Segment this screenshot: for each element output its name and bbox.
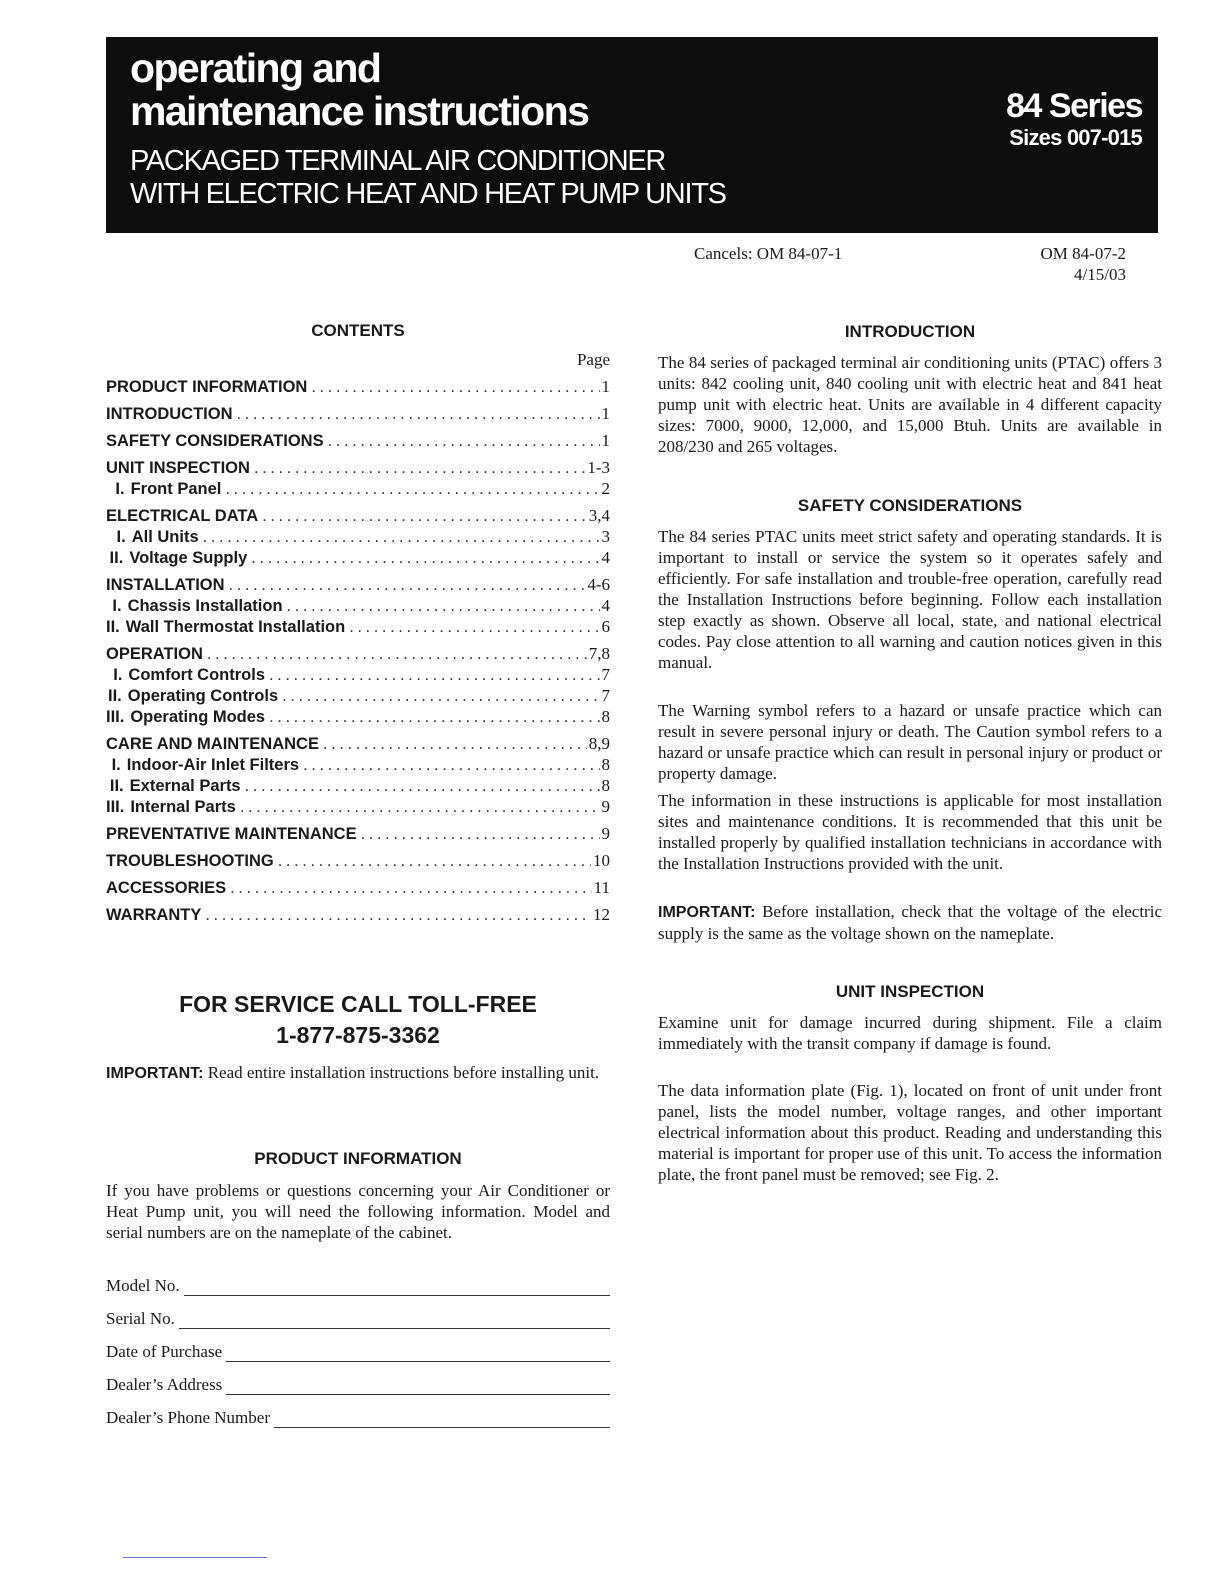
document-date: 4/15/03: [1074, 265, 1126, 284]
toc-row: [106, 574, 610, 595]
toc-entry-label: All Units: [131, 528, 199, 546]
toc-page-number: 1: [601, 431, 610, 450]
toc-row: [106, 664, 610, 685]
safety-important-note: [658, 901, 1162, 944]
important-text: Before installation, check that the voltage of the electric supply is the same as the voltage shown on the nameplate.: [658, 902, 1162, 943]
toc-entry-label: ELECTRICAL DATA: [106, 507, 259, 525]
serial-number-field: [106, 1307, 610, 1329]
toc-dot-leader: [262, 506, 587, 526]
introduction-text: The 84 series of packaged terminal air conditioning units (PTAC) offers 3 units: 842 cooling unit, 840 cooling unit with electric heat and 841 heat pump unit with electric heat. Units are available in 4 different capacity sizes: 7000, 9000, 12,000, and 15,000 Btuh. Units are available in 208/230 and 265 voltages.: [658, 353, 1162, 456]
toc-roman-numeral: I.: [111, 756, 121, 774]
field-label: Dealer’s Phone Number: [106, 1408, 270, 1427]
date-of-purchase-field: [106, 1340, 610, 1362]
toc-dot-leader: [328, 431, 600, 451]
toc-page-number: 1: [601, 404, 610, 423]
toc-page-number: 9: [601, 797, 610, 816]
field-label: Date of Purchase: [106, 1342, 223, 1361]
toc-entry-label: Operating Controls: [127, 687, 279, 705]
toc-roman-numeral: II.: [109, 777, 124, 795]
important-install-note: [106, 1062, 610, 1084]
toc-page-number: 6: [601, 617, 610, 636]
toc-dot-leader: [245, 776, 600, 796]
title-line-2: maintenance instructions: [130, 88, 589, 134]
toc-entry-label: INSTALLATION: [106, 576, 225, 594]
toc-roman-numeral: I.: [115, 480, 125, 498]
dealer-address-field: [106, 1373, 610, 1395]
toc-row: [106, 823, 610, 844]
field-label: Dealer’s Address: [106, 1375, 223, 1394]
toc-entry-label: INTRODUCTION: [106, 405, 233, 423]
toc-entry-label: External Parts: [129, 777, 241, 795]
toc-dot-leader: [287, 596, 600, 616]
toc-dot-leader: [278, 851, 591, 871]
introduction-heading: INTRODUCTION: [844, 322, 976, 341]
table-of-contents: [106, 376, 610, 925]
toc-entry-label: UNIT INSPECTION: [106, 459, 250, 477]
toc-page-number: 1: [601, 377, 610, 396]
toc-roman-numeral: I.: [113, 666, 123, 684]
toc-dot-leader: [205, 905, 591, 925]
important-label: IMPORTANT:: [658, 904, 756, 921]
blank-line: [179, 1311, 610, 1329]
toc-row: [106, 616, 610, 637]
toc-page-number: 7: [601, 686, 610, 705]
toc-page-number: 8: [601, 776, 610, 795]
toc-page-number: 9: [601, 824, 610, 843]
blank-line: [184, 1278, 610, 1296]
header-banner: [106, 37, 1158, 233]
toc-row: [106, 403, 610, 424]
toc-dot-leader: [269, 707, 599, 727]
unit-inspection-heading: UNIT INSPECTION: [835, 982, 985, 1001]
toc-dot-leader: [251, 548, 599, 568]
sizes-label: Sizes 007-015: [1009, 125, 1142, 150]
toc-page-number: 7: [601, 665, 610, 684]
blank-line: [274, 1410, 610, 1428]
toc-page-number: 8: [601, 707, 610, 726]
toc-entry-label: OPERATION: [106, 645, 203, 663]
subtitle-line-2: WITH ELECTRIC HEAT AND HEAT PUMP UNITS: [130, 178, 726, 210]
toc-row: [106, 904, 610, 925]
toc-dot-leader: [282, 686, 599, 706]
toc-roman-numeral: II.: [106, 618, 120, 636]
toc-page-number: 8,9: [588, 734, 610, 753]
toc-row: [106, 850, 610, 871]
toc-page-number: 11: [593, 878, 610, 897]
toc-row: [106, 775, 610, 796]
toc-row: [106, 685, 610, 706]
service-call-heading: FOR SERVICE CALL TOLL-FREE: [179, 991, 537, 1017]
toc-page-number: 4-6: [587, 575, 610, 594]
toc-dot-leader: [240, 797, 600, 817]
toc-entry-label: Voltage Supply: [129, 549, 248, 567]
toc-row: [106, 754, 610, 775]
unit-inspection-paragraph-1: Examine unit for damage incurred during shipment. File a claim immediately with the transit company if damage is found.: [658, 1013, 1162, 1053]
blank-line: [226, 1377, 610, 1395]
toc-entry-label: TROUBLESHOOTING: [106, 852, 274, 870]
safety-paragraph-3: The information in these instructions is applicable for most installation sites and maintenance conditions. It is recommended that this unit be installed properly by qualified installation technicians in accordance with the Installation Instructions provided with the unit.: [658, 791, 1162, 873]
field-label: Model No.: [106, 1276, 180, 1295]
safety-heading: SAFETY CONSIDERATIONS: [797, 496, 1023, 515]
toc-dot-leader: [254, 458, 585, 478]
toc-page-number: 12: [593, 905, 610, 924]
toc-dot-leader: [230, 878, 592, 898]
toc-row: [106, 733, 610, 754]
toc-row: [106, 547, 610, 568]
toc-entry-label: PREVENTATIVE MAINTENANCE: [106, 825, 357, 843]
toc-entry-label: WARRANTY: [106, 906, 202, 924]
toc-entry-label: Front Panel: [130, 480, 222, 498]
toc-dot-leader: [323, 734, 587, 754]
footer-rule: [123, 1557, 267, 1558]
toc-dot-leader: [237, 404, 600, 424]
dealer-phone-field: [106, 1406, 610, 1428]
toc-entry-label: Wall Thermostat Installation: [125, 618, 346, 636]
toc-dot-leader: [303, 755, 599, 775]
toc-roman-numeral: II.: [108, 687, 122, 705]
toc-page-number: 4: [601, 596, 610, 615]
safety-paragraph-2: The Warning symbol refers to a hazard or unsafe practice which can result in severe personal injury or death. The Caution symbol refers to a hazard or unsafe practice which can result in personal injury or product or property damage.: [658, 701, 1162, 783]
toc-dot-leader: [269, 665, 600, 685]
series-label: 84 Series: [1006, 87, 1142, 125]
toc-row: [106, 430, 610, 451]
toc-page-number: 7,8: [588, 644, 610, 663]
toc-dot-leader: [229, 575, 586, 595]
document-number: OM 84-07-2: [1040, 244, 1126, 263]
toc-entry-label: ACCESSORIES: [106, 879, 227, 897]
toc-page-number: 8: [601, 755, 610, 774]
toc-entry-label: CARE AND MAINTENANCE: [106, 735, 319, 753]
toc-row: [106, 526, 610, 547]
unit-inspection-paragraph-2: The data information plate (Fig. 1), located on front of unit under front panel, lists the model number, voltage ranges, and other important electrical information about this product. Reading and understanding this material is important for proper use of this unit. To access the information plate, the front panel must be removed; see Fig. 2.: [658, 1081, 1162, 1184]
toc-entry-label: Indoor-Air Inlet Filters: [126, 756, 300, 774]
toc-row: [106, 796, 610, 817]
toc-row: [106, 706, 610, 727]
toc-row: [106, 478, 610, 499]
toc-page-number: 3: [601, 527, 610, 546]
model-number-field: [106, 1274, 610, 1296]
page-column-label: Page: [576, 350, 610, 369]
important-label: IMPORTANT:: [106, 1065, 204, 1082]
toc-roman-numeral: I.: [116, 528, 126, 546]
product-information-heading: PRODUCT INFORMATION: [254, 1149, 462, 1168]
toc-roman-numeral: III.: [106, 798, 125, 816]
toc-entry-label: Operating Modes: [130, 708, 266, 726]
toc-row: [106, 376, 610, 397]
toc-dot-leader: [361, 824, 600, 844]
toc-page-number: 2: [601, 479, 610, 498]
toc-page-number: 3,4: [588, 506, 610, 525]
product-information-text: If you have problems or questions concerning your Air Conditioner or Heat Pump unit, you will need the following information. Model and serial numbers are on the nameplate of the cabinet.: [106, 1181, 610, 1242]
toc-roman-numeral: II.: [109, 549, 124, 567]
subtitle-line-1: PACKAGED TERMINAL AIR CONDITIONER: [130, 145, 666, 177]
field-label: Serial No.: [106, 1309, 175, 1328]
toc-page-number: 1-3: [587, 458, 610, 477]
toc-row: [106, 505, 610, 526]
title-line-1: operating and: [130, 45, 381, 91]
toc-entry-label: Internal Parts: [130, 798, 236, 816]
contents-heading: CONTENTS: [311, 321, 405, 340]
service-phone-number: 1-877-875-3362: [276, 1022, 440, 1048]
toc-dot-leader: [311, 377, 599, 397]
toc-dot-leader: [349, 617, 599, 637]
toc-row: [106, 457, 610, 478]
toc-dot-leader: [203, 527, 600, 547]
toc-dot-leader: [225, 479, 599, 499]
toc-row: [106, 643, 610, 664]
toc-entry-label: Comfort Controls: [128, 666, 265, 684]
toc-row: [106, 595, 610, 616]
blank-line: [226, 1344, 610, 1362]
toc-page-number: 10: [593, 851, 610, 870]
toc-row: [106, 877, 610, 898]
toc-roman-numeral: III.: [106, 708, 125, 726]
toc-roman-numeral: I.: [112, 597, 122, 615]
important-text: Read entire installation instructions before installing unit.: [203, 1063, 600, 1082]
toc-entry-label: Chassis Installation: [127, 597, 283, 615]
toc-page-number: 4: [601, 548, 610, 567]
toc-dot-leader: [207, 644, 587, 664]
safety-paragraph-1: The 84 series PTAC units meet strict safety and operating standards. It is important to install or service the system so it operates safely and efficiently. For safe installation and trouble-free operation, carefully read the Installation Instructions before beginning. Follow each installation step exactly as shown. Observe all local, state, and national electrical codes. Pay close attention to all warning and caution notices given in this manual.: [658, 527, 1162, 672]
toc-entry-label: SAFETY CONSIDERATIONS: [106, 432, 324, 450]
cancels-note: Cancels: OM 84-07-1: [694, 244, 843, 263]
toc-entry-label: PRODUCT INFORMATION: [106, 378, 308, 396]
